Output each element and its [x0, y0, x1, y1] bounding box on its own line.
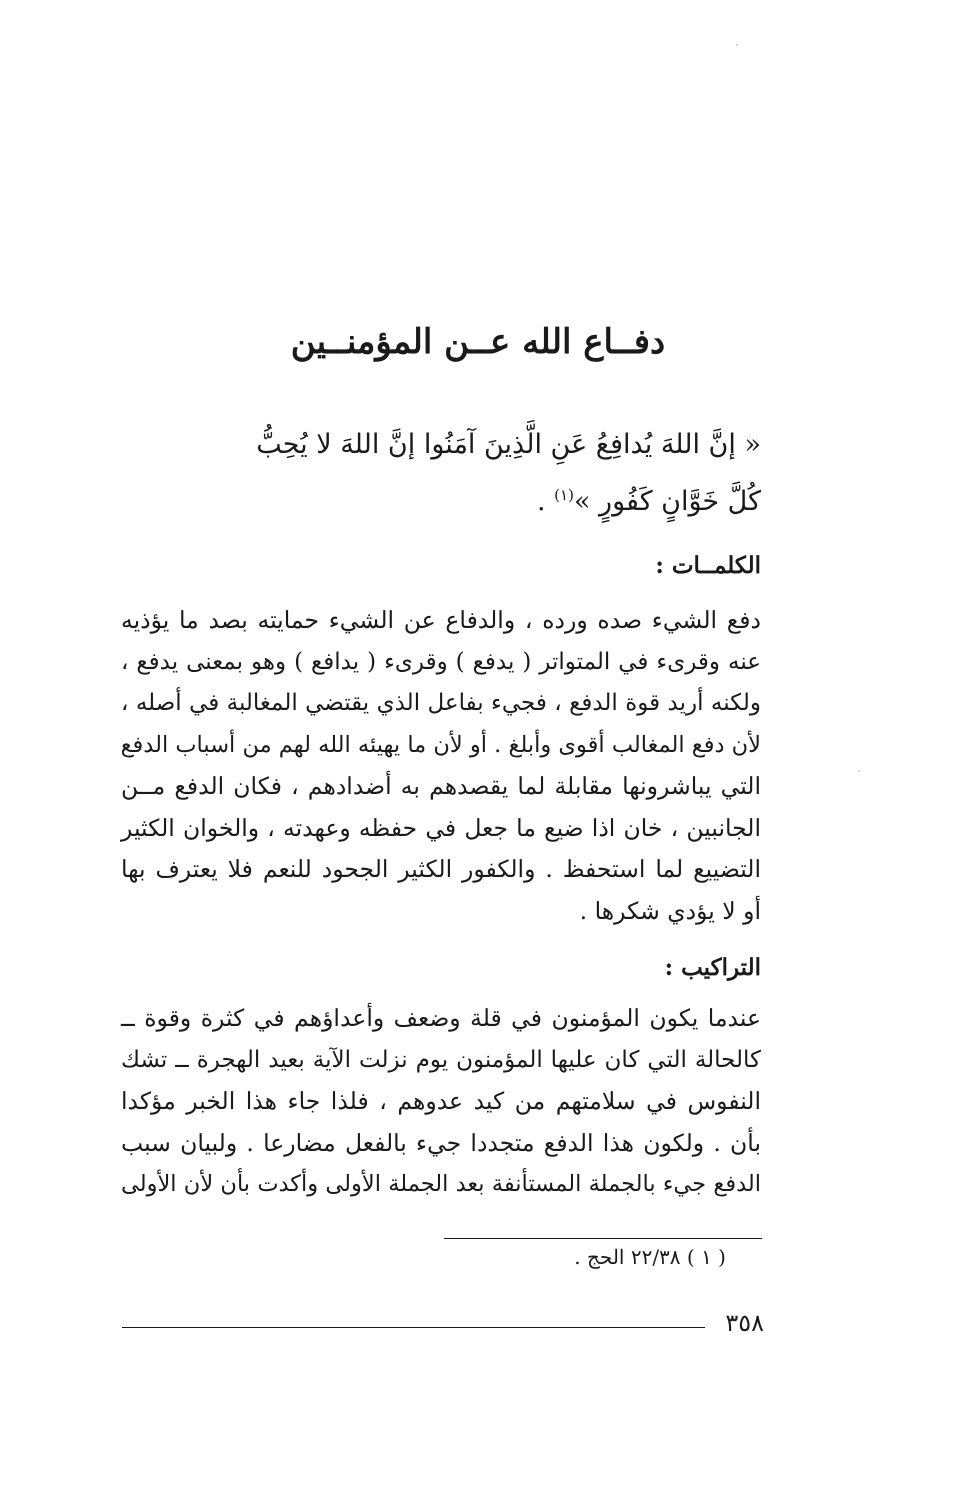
verse-line-1: « إنَّ اللهَ يُدافِعُ عَنِ الَّذِينَ آمَنُوا إنَّ اللهَ لا يُحِبُّ [256, 429, 761, 460]
paragraph-line: لأن دفع المغالب أقوى وأبلغ . أو لأن ما يهيئه الله لهم من أسباب الدفع [120, 731, 761, 758]
paragraph-line: التي يباشرونها مقابلة لما يقصدهم به أضدادهم ، فكان الدفع مــن [121, 772, 761, 800]
paragraph-line: دفع الشيء صده ورده ، والدفاع عن الشيء حمايته بصد ما يؤذيه [121, 606, 761, 634]
words-paragraph [121, 600, 761, 932]
verse-line-2-end: . [537, 486, 555, 517]
verse-line-2 [121, 470, 761, 527]
footnote-reference: (١) [554, 486, 574, 504]
paragraph-line: بأن . ولكون هذا الدفع متجددا جيء بالفعل مضارعا . ولبيان سبب [121, 1128, 761, 1157]
paragraph-line: أو لا يؤدي شكرها . [579, 896, 761, 925]
paragraph-line: الجانبين ، خان اذا ضيع ما جعل في حفظه وعهدته ، والخوان الكثير [121, 813, 761, 842]
page-number: ٣٥٨ [725, 1309, 764, 1337]
quran-verse [121, 420, 761, 527]
paper-speck [858, 770, 860, 772]
verse-line-2-text: كُلَّ خَوَّانٍ كَفُورٍ » [573, 486, 761, 517]
footer-rule [122, 1327, 705, 1328]
structures-heading: التراكيب : [664, 954, 761, 981]
paragraph-line: النفوس في سلامتهم من كيد عدوهم ، فلذا جاء هذا الخبر مؤكدا [121, 1087, 761, 1115]
paragraph-line: كالحالة التي كان عليها المؤمنون يوم نزلت الآية بعيد الهجرة ــ تشك [121, 1046, 761, 1073]
paragraph-line: التضييع لما استحفظ . والكفور الكثير الجحود للنعم فلا يعترف بها [121, 855, 761, 883]
footnote-divider [444, 1238, 762, 1239]
paragraph-line: الدفع جيء بالجملة المستأنفة بعد الجملة الأولى وأكدت بأن لأن الأولى [121, 1171, 761, 1197]
paragraph-line: عنه وقرىء في المتواتر ( يدفع ) وقرىء ( يدافع ) وهو بمعنى يدفع ، [121, 648, 761, 675]
paragraph-line: عندما يكون المؤمنون في قلة وضعف وأعداؤهم في كثرة وقوة ــ [121, 1004, 761, 1032]
chapter-title: دفــاع الله عــن المؤمنــين [290, 322, 666, 362]
paper-speck [736, 44, 738, 46]
footnote: ( ١ ) ٢٢/٣٨ الحج . [574, 1245, 726, 1269]
structures-paragraph [121, 998, 761, 1206]
words-heading: الكلمــات : [655, 552, 761, 579]
paragraph-line: ولكنه أريد قوة الدفع ، فجيء بفاعل الذي يقتضي المغالبة في أصله ، [121, 690, 761, 716]
